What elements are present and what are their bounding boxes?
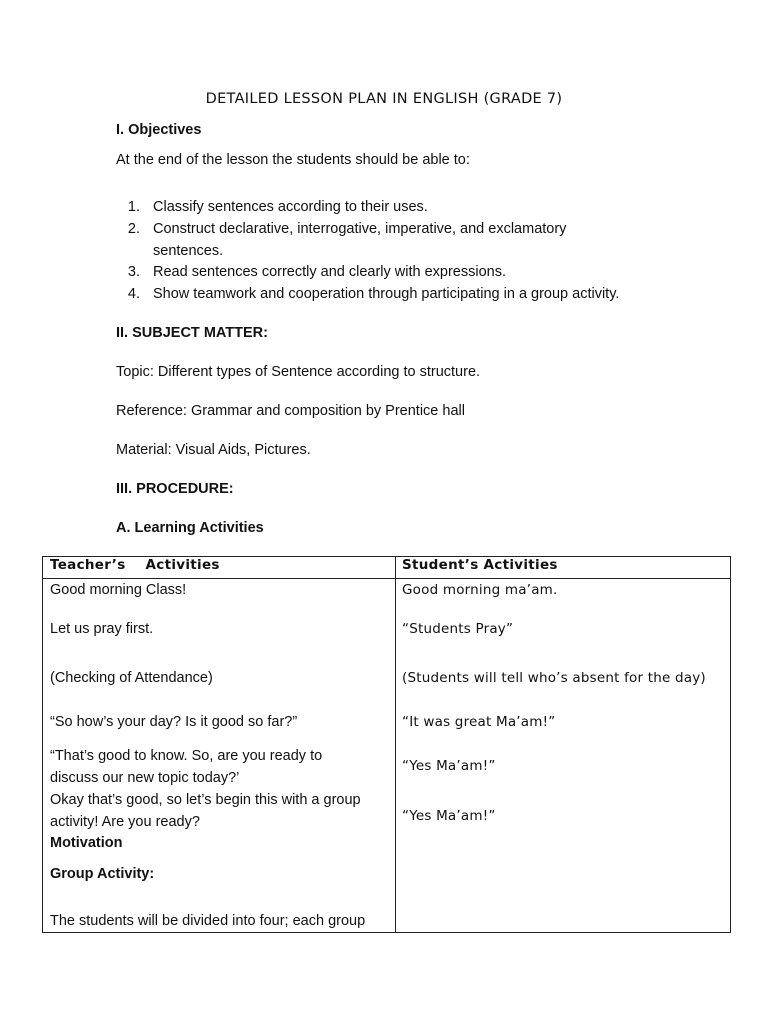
material-line: Material: Visual Aids, Pictures. [116,442,311,458]
motivation-label: Motivation [50,835,123,851]
topic-line: Topic: Different types of Sentence according to structure. [116,364,481,380]
objective-item: 4. Show teamwork and cooperation through participating in a group activity. [127,286,620,302]
student-line: (Students will tell who’s absent for the day) [402,670,706,686]
teacher-line: “That’s good to know. So, are you ready to [50,748,323,764]
student-line: “Yes Ma’am!” [402,758,496,774]
objective-item: 1. Classify sentences according to their uses. [127,199,428,215]
reference-line: Reference: Grammar and composition by Prentice hall [116,403,465,419]
procedure-heading: III. PROCEDURE: [116,481,234,497]
student-activities-cell [396,579,731,933]
objectives-intro: At the end of the lesson the students should be able to: [116,152,470,168]
teacher-line: (Checking of Attendance) [50,670,213,686]
teacher-line: activity! Are you ready? [50,814,200,830]
teacher-activities-cell [43,579,396,933]
subject-matter-heading: II. SUBJECT MATTER: [116,325,268,341]
objective-item: 3. Read sentences correctly and clearly with expressions. [127,264,506,280]
teacher-line: Good morning Class! [50,582,187,598]
objective-item: 2. Construct declarative, interrogative, imperative, and exclamatory [127,221,567,237]
objective-item-continuation: sentences. [153,243,224,259]
teacher-line: Let us pray first. [50,621,154,637]
student-line: Good morning ma’am. [402,582,558,598]
learning-activities-heading: A. Learning Activities [116,520,264,536]
teacher-line: “So how’s your day? Is it good so far?” [50,714,298,730]
teacher-line: Okay that’s good, so let’s begin this with a group [50,792,361,808]
teacher-line: discuss our new topic today?’ [50,770,240,786]
activities-table [42,556,731,933]
group-activity-label: Group Activity: [50,866,155,882]
document-title: DETAILED LESSON PLAN IN ENGLISH (GRADE 7) [205,91,563,107]
objectives-heading: I. Objectives [116,122,202,138]
student-line: “It was great Ma’am!” [402,714,556,730]
student-line: “Students Pray” [402,621,514,637]
student-line: “Yes Ma’am!” [402,808,496,824]
teacher-activities-header: Teacher’s Activities [43,557,396,579]
student-activities-header: Student’s Activities [396,557,731,579]
teacher-line: The students will be divided into four; each group [50,913,366,929]
